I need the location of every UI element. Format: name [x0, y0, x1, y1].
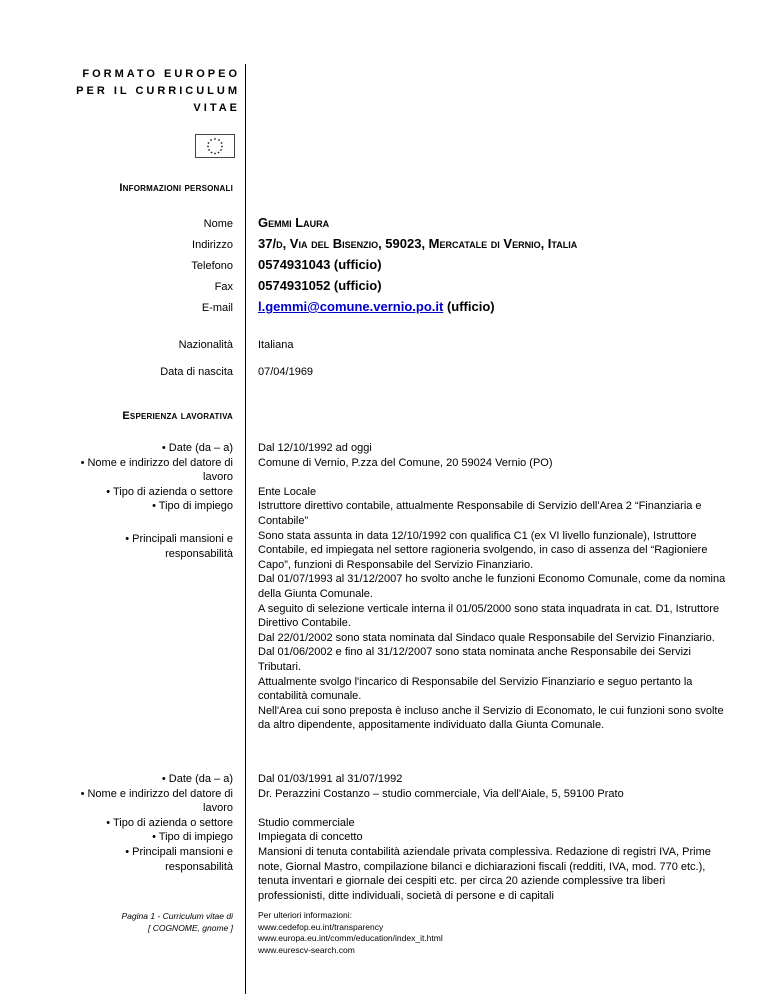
email-link[interactable]: l.gemmi@comune.vernio.po.it — [258, 299, 444, 314]
fax-value: 0574931052 (ufficio) — [258, 278, 382, 293]
address-value: 37/d, Via del Bisenzio, 59023, Mercatale di Vernio, Italia — [258, 236, 578, 251]
footer-page: Pagina 1 - Curriculum vitae di — [121, 911, 233, 921]
name-value: Gemmi Laura — [258, 215, 330, 230]
job-type: Ente Locale — [258, 485, 317, 498]
job1-labels — [60, 441, 233, 514]
job-duty: Attualmente svolgo l'incarico di Responsabile del Servizio Finanziario e seguo pertanto la contabilità comunale. — [258, 675, 693, 703]
email-suffix: (ufficio) — [443, 299, 495, 314]
job-label: • Tipo di impiego — [152, 500, 233, 513]
employer-label: • Nome e indirizzo del datore di lavoro — [80, 456, 233, 484]
footer-page-info — [60, 910, 233, 934]
nationality-label: Nazionalità — [178, 339, 233, 351]
job-type: Studio commerciale — [258, 816, 355, 829]
employer-label: • Nome e indirizzo del datore di lavoro — [80, 787, 233, 815]
job-label: • Tipo di impiego — [152, 831, 233, 844]
address-label: Indirizzo — [192, 239, 233, 251]
job-date: Dal 12/10/1992 ad oggi — [258, 442, 372, 454]
footer-link[interactable]: www.cedefop.eu.int/transparency — [258, 921, 384, 932]
header-line-3: VITAE — [193, 102, 240, 114]
nationality-value: Italiana — [258, 339, 294, 351]
job-title: Impiegata di concetto — [258, 831, 363, 844]
duties-label: • Principali mansioni e responsabilità — [125, 533, 233, 560]
phone-label: Telefono — [191, 260, 233, 272]
job-duty: Dal 01/06/2002 e fino al 31/12/2007 sono stata nominata anche Responsabile dei Servizi Tributari. — [258, 646, 691, 673]
cv-header — [60, 66, 240, 117]
footer-info-title: Per ulteriori informazioni: — [258, 910, 353, 920]
name-label: Nome — [203, 218, 233, 230]
header-line-1: FORMATO EUROPEO — [82, 68, 240, 80]
job2-labels — [60, 772, 233, 874]
section-work-experience: Esperienza lavorativa — [122, 410, 233, 422]
birth-value: 07/04/1969 — [258, 366, 314, 378]
job-employer: Comune di Vernio, P.zza del Comune, 20 59024 Vernio (PO) — [258, 456, 553, 469]
email-value — [258, 300, 708, 314]
job-employer: Dr. Perazzini Costanzo – studio commerciale, Via dell'Aiale, 5, 59100 Prato — [258, 787, 624, 800]
footer-link[interactable]: www.eurescv-search.com — [258, 944, 355, 955]
job-duty: Nell'Area cui sono preposta è incluso anche il Servizio di Economato, le cui funzioni sono svolte da altro dipendente, appositamente individuato dalla Giunta Comunale. — [258, 704, 724, 732]
job2-block — [258, 772, 728, 903]
type-label: • Tipo di azienda o settore — [106, 485, 233, 498]
fax-label: Fax — [214, 281, 233, 293]
job-date: Dal 01/03/1991 al 31/07/1992 — [258, 773, 403, 785]
footer-link[interactable]: www.europa.eu.int/comm/education/index_it.html — [258, 933, 443, 943]
job-title: Istruttore direttivo contabile, attualmente Responsabile di Servizio dell'Area 2 “Finanziaria e Contabile” — [258, 500, 702, 527]
email-label: E-mail — [201, 302, 233, 314]
job-duty: Dal 22/01/2002 sono stata nominata dal Sindaco quale Responsabile del Servizio Finanziario. — [258, 631, 715, 644]
footer-info — [258, 910, 443, 956]
birth-label: Data di nascita — [160, 366, 233, 378]
footer-name: [ COGNOME, gnome ] — [147, 923, 233, 933]
date-label: • Date (da – a) — [161, 773, 233, 785]
eu-flag-icon — [195, 134, 235, 158]
vertical-divider — [245, 64, 246, 994]
date-label: • Date (da – a) — [161, 442, 233, 454]
job-duty: Dal 01/07/1993 al 31/12/2007 ho svolto anche le funzioni Economo Comunale, come da nomina della Giunta Comunale. — [258, 573, 726, 600]
job-duty: A seguito di selezione verticale interna il 01/05/2000 sono stata inquadrata in cat. D1, Istruttore Direttivo Contabile. — [258, 602, 720, 630]
phone-value: 0574931043 (ufficio) — [258, 257, 382, 272]
duties-label: • Principali mansioni e responsabilità — [125, 845, 233, 873]
header-line-2: PER IL CURRICULUM — [76, 85, 240, 97]
section-personal-info: Informazioni personali — [119, 182, 233, 194]
type-label: • Tipo di azienda o settore — [106, 816, 233, 829]
job-duty: Mansioni di tenuta contabilità aziendale privata complessiva. Redazione di registri IVA, Prime note, Giornal Mastro, compilazione bilanci e dichiarazioni fiscali (redditi, IVA, mod. 770 etc.), tenuta inventari e giornale dei cespiti etc. per circa 20 aziende complessive tra liberi professionisti, ditte individuali, società di persone e di capitali — [258, 845, 711, 902]
job-duty: Sono stata assunta in data 12/10/1992 con qualifica C1 (ex VI livello funzionale), Istruttore Contabile, ed impiegata nel settore ragioneria svolgendo, in caso di assenza del “Ragioniere Capo”, funzioni di Responsabile del Servizio Finanziario. — [258, 529, 708, 571]
job1-block — [258, 441, 728, 733]
job1-duties-label — [60, 532, 233, 561]
